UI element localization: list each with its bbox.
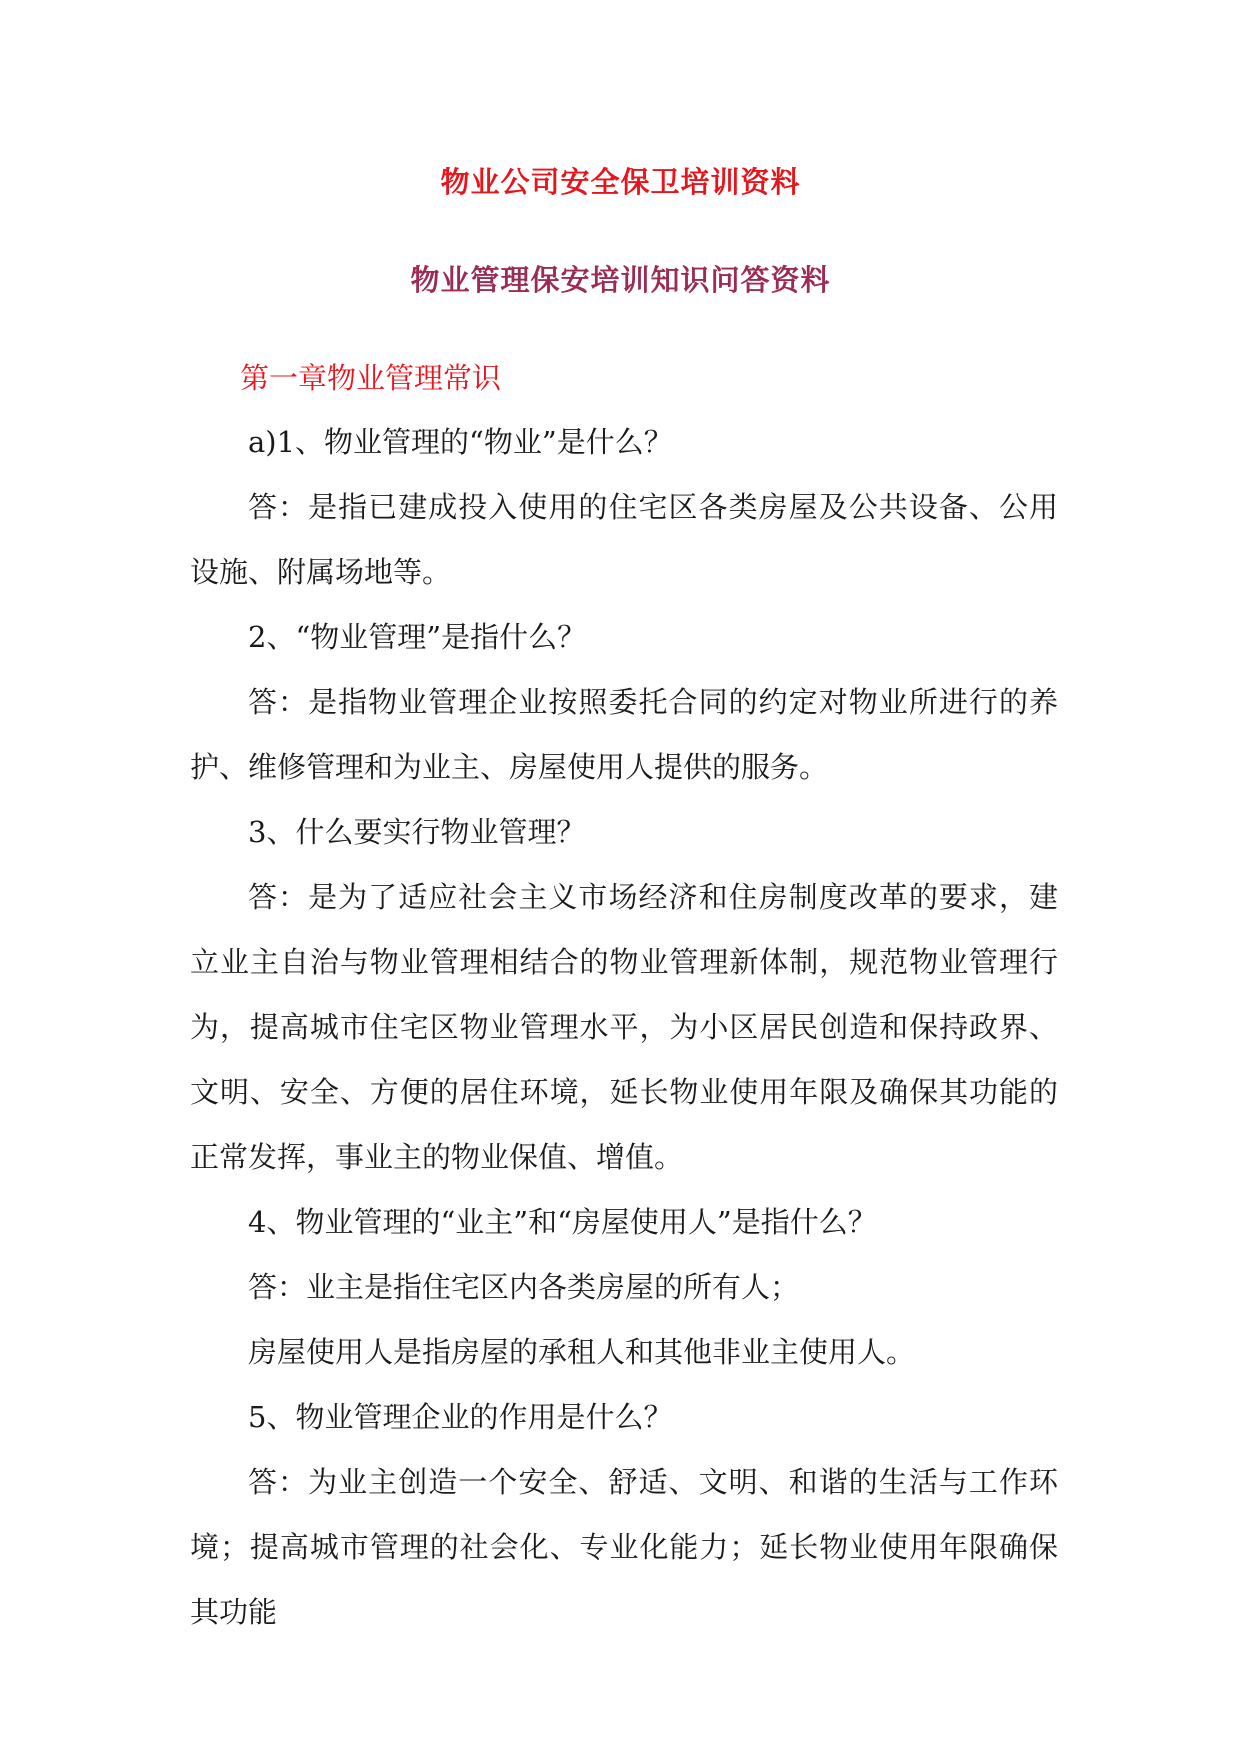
answer-1: 答：是指已建成投入使用的住宅区各类房屋及公共设备、公用设施、附属场地等。 — [190, 490, 1058, 589]
document-body — [190, 410, 1058, 1645]
question-3: 3、什么要实行物业管理？ — [248, 815, 586, 849]
answer-4b: 房屋使用人是指房屋的承租人和其他非业主使用人。 — [248, 1335, 916, 1369]
answer-3: 答：是为了适应社会主义市场经济和住房制度改革的要求，建立业主自治与物业管理相结合的物业管理新体制，规范物业管理行为，提高城市住宅区物业管理水平，为小区居民创造和保持政界、文明、安全、方便的居住环境，延长物业使用年限及确保其功能的正常发挥，事业主的物业保值、增值。 — [190, 880, 1058, 1174]
question-5: 5、物业管理企业的作用是什么？ — [248, 1400, 673, 1434]
document-title: 物业公司安全保卫培训资料 — [440, 165, 801, 199]
document-subtitle: 物业管理保安培训知识问答资料 — [410, 263, 831, 297]
question-2: 2、“物业管理”是指什么？ — [248, 620, 587, 654]
answer-4a: 答：业主是指住宅区内各类房屋的所有人； — [248, 1270, 800, 1304]
question-4: 4、物业管理的“业主”和“房屋使用人”是指什么？ — [248, 1205, 877, 1239]
chapter-heading: 第一章物业管理常识 — [240, 361, 502, 395]
answer-5: 答：为业主创造一个安全、舒适、文明、和谐的生活与工作环境；提高城市管理的社会化、专业化能力；延长物业使用年限确保其功能 — [190, 1465, 1058, 1629]
question-1: a)1、物业管理的“物业”是什么？ — [248, 425, 673, 459]
answer-2: 答：是指物业管理企业按照委托合同的约定对物业所进行的养护、维修管理和为业主、房屋使用人提供的服务。 — [190, 685, 1058, 784]
